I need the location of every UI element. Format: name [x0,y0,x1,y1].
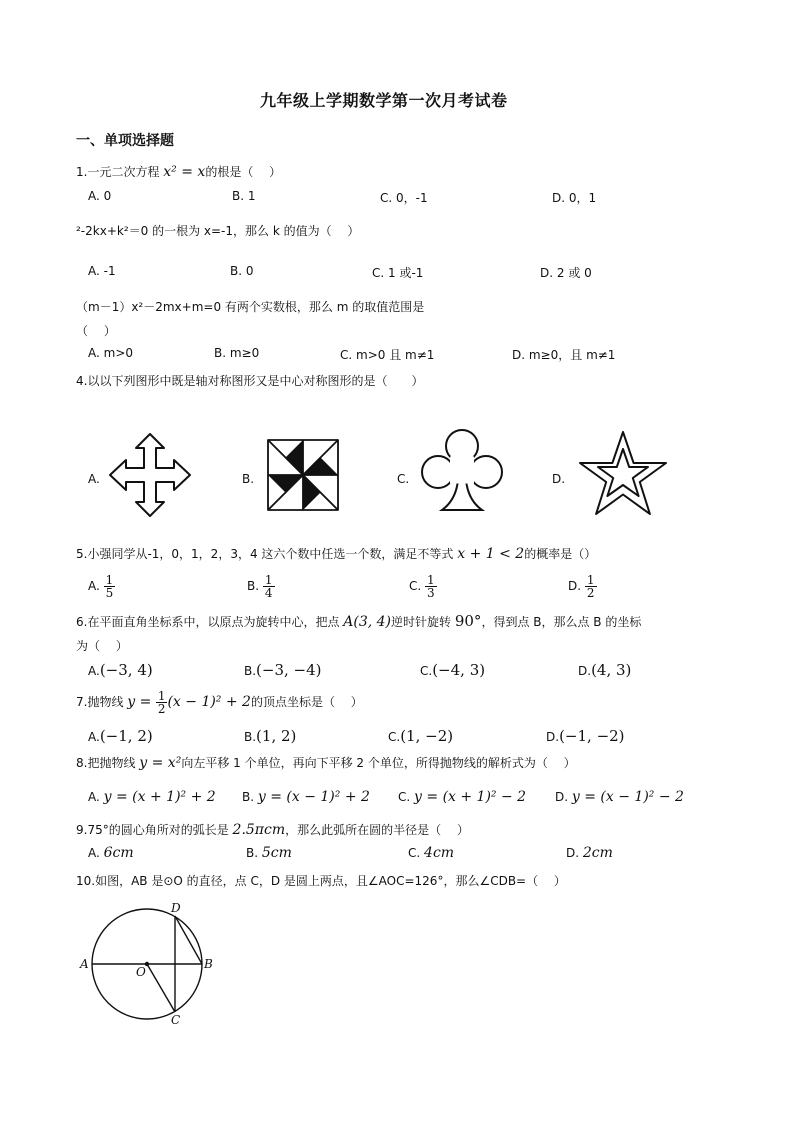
q4-option-a: A. [88,472,100,486]
q2-option-b: B. 0 [230,264,254,278]
q4-option-c: C. [397,472,410,486]
q8-option-c: C. y = (x + 1)² − 2 [398,789,527,805]
question-3-line2: （ ） [76,324,116,338]
q5-option-d-label: D. [568,579,582,593]
club-figure [420,428,504,516]
q2-option-c: C. 1 或-1 [372,266,424,280]
pinwheel-figure [266,438,340,512]
q8-option-d-value: y = (x − 1)² − 2 [571,789,684,805]
q6-option-a: A.(−3, 4) [88,661,153,679]
q8-option-c-value: y = (x + 1)² − 2 [414,789,527,805]
q2-option-a: A. -1 [88,264,116,278]
q1-option-b: B. 1 [232,189,256,203]
question-5-text: 5.小强同学从-1，0，1，2，3，4 这六个数中任选一个数，满足不等式 [76,547,458,561]
q5-option-a-label: A. [88,579,100,593]
point-b-label: B [204,957,213,971]
question-5-inequality: x + 1 < 2 [457,546,525,562]
q9-option-b-value: 5cm [261,845,292,861]
question-7-tail: 的顶点坐标是（ ） [250,695,363,709]
question-1 [76,163,281,180]
q1-option-d: D. 0，1 [552,191,597,205]
q1-option-c: C. 0，-1 [380,191,428,205]
question-8 [76,754,576,771]
question-6-line2: 为（ ） [76,639,128,653]
question-7-math-pre: y = [127,694,156,710]
q6-option-c: C.(−4, 3) [420,661,486,679]
question-7-text: 7.抛物线 [76,695,128,709]
q7-option-c-value: (1, −2) [400,727,454,745]
q4-option-d: D. [552,472,566,486]
question-10: 10.如图，AB 是⊙O 的直径，点 C，D 是圆上两点，且∠AOC=126°，那么∠CDB=（ ） [76,874,566,888]
q9-option-d-value: 2cm [582,845,613,861]
question-7-math-post: (x − 1)² + 2 [167,694,251,710]
q9-option-b: B. 5cm [246,845,292,861]
question-8-tail: 向左平移 1 个单位，再向下平移 2 个单位，所得抛物线的解析式为（ ） [181,756,576,770]
question-3: （m－1）x²－2mx+m=0 有两个实数根，那么 m 的取值范围是 [76,300,425,314]
q6-option-b-value: (−3, −4) [256,661,322,679]
four-way-arrow-figure [108,432,192,518]
q8-option-b-value: y = (x − 1)² + 2 [257,789,370,805]
question-6-angle: 90° [454,612,482,630]
q2-option-d: D. 2 或 0 [540,266,592,280]
question-9-arc-length: 2.5πcm [232,822,286,838]
question-7-fraction: $\frac{1}{2}$ [157,689,166,716]
q6-option-d-value: (4, 3) [591,661,632,679]
q7-option-c: C.(1, −2) [388,727,454,745]
q5-option-d-fraction: $\frac{1}{2}$ [586,573,595,600]
q5-option-c-fraction: $\frac{1}{3}$ [427,573,435,600]
star-figure [576,430,670,520]
q5-option-b-fraction: $\frac{1}{4}$ [264,573,273,600]
question-5 [76,545,596,562]
q8-option-a: A. y = (x + 1)² + 2 [88,789,216,805]
q6-option-d: D.(4, 3) [578,661,632,679]
page-title: 九年级上学期数学第一次月考试卷 [260,91,508,110]
q1-option-a: A. 0 [88,189,112,203]
section-heading: 一、单项选择题 [76,133,174,149]
q8-option-d: D. y = (x − 1)² − 2 [555,789,684,805]
q6-option-b: B.(−3, −4) [244,661,322,679]
q3-option-d: D. m≥0，且 m≠1 [512,348,616,362]
q5-option-a-fraction: $\frac{1}{5}$ [105,573,114,600]
question-6-tail: ，得到点 B，那么点 B 的坐标 [481,615,642,629]
q8-option-a-value: y = (x + 1)² + 2 [103,789,216,805]
question-8-text: 8.把抛物线 [76,756,140,770]
point-o-label: O [136,965,146,979]
question-6 [76,612,641,630]
q6-option-c-value: (−4, 3) [432,661,486,679]
point-d-label: D [171,901,181,915]
question-1-equation: x² = x [163,164,206,180]
question-2: ²-2kx+k²＝0 的一根为 x=-1，那么 k 的值为（ ） [76,224,360,238]
point-c-label: C [171,1013,181,1027]
question-5-tail: 的概率是（） [524,547,597,561]
q7-option-d-value: (−1, −2) [559,727,625,745]
q9-option-c: C. 4cm [408,845,455,861]
q5-option-b-label: B. [247,579,260,593]
q3-option-b: B. m≥0 [214,346,260,360]
q7-option-b-value: (1, 2) [256,727,297,745]
q6-option-a-value: (−3, 4) [99,661,153,679]
q9-option-c-value: 4cm [424,845,455,861]
question-6-point: A(3, 4) [343,614,392,630]
question-6-mid: 逆时针旋转 [391,615,455,629]
question-9 [76,821,469,838]
q7-option-a: A.(−1, 2) [88,727,153,745]
q3-option-a: A. m>0 [88,346,134,360]
q9-option-a-value: 6cm [103,845,134,861]
question-4: 4.以以下列图形中既是轴对称图形又是中心对称图形的是（ ） [76,374,424,388]
question-7 [76,690,363,715]
q9-option-a: A. 6cm [88,845,134,861]
point-a-label: A [80,957,89,971]
question-9-text: 9.75°的圆心角所对的弧长是 [76,823,233,837]
q5-option-d [568,574,597,599]
q3-option-c: C. m>0 且 m≠1 [340,348,435,362]
question-1-tail: 的根是（ ） [205,165,282,179]
q7-option-b: B.(1, 2) [244,727,297,745]
circle-diagram [78,900,218,1030]
q7-option-a-value: (−1, 2) [99,727,153,745]
question-9-tail: ，那么此弧所在圆的半径是（ ） [285,823,469,837]
q7-option-d: D.(−1, −2) [546,727,625,745]
q5-option-b [247,574,275,599]
q5-option-a [88,574,115,599]
q4-option-b: B. [242,472,255,486]
question-1-text: 1.一元二次方程 [76,165,164,179]
question-8-equation: y = x² [139,755,182,771]
q8-option-b: B. y = (x − 1)² + 2 [242,789,370,805]
q9-option-d: D. 2cm [566,845,613,861]
q5-option-c [409,574,437,599]
q5-option-c-label: C. [409,579,422,593]
question-6-text: 6.在平面直角坐标系中，以原点为旋转中心，把点 [76,615,344,629]
